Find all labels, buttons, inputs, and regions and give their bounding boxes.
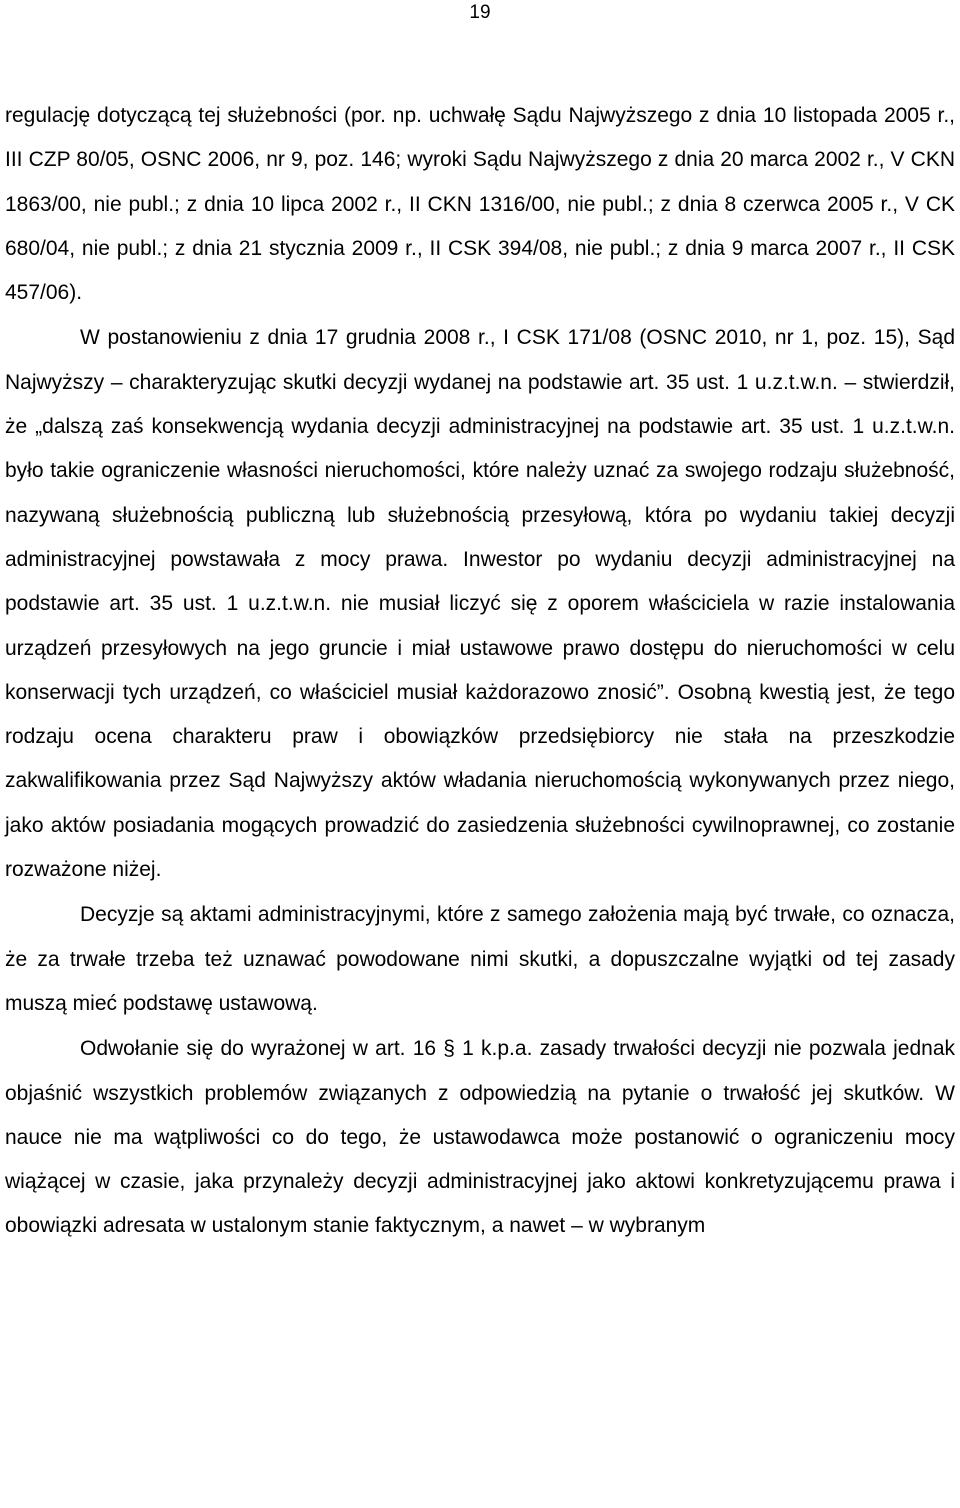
document-body — [5, 94, 955, 1249]
paragraph-2: W postanowieniu z dnia 17 grudnia 2008 r., I CSK 171/08 (OSNC 2010, nr 1, poz. 15), Sąd Najwyższy – charakteryzując skutki decyzji wydanej na podstawie art. 35 ust. 1 u.z.t.w.n. – stwierdził, że „dalszą zaś konsekwencją wydania decyzji administracyjnej na podstawie art. 35 ust. 1 u.z.t.w.n. było takie ograniczenie własności nieruchomości, które należy uznać za swojego rodzaju służebność, nazywaną służebnością publiczną lub służebnością przesyłową, która po wydaniu takiej decyzji administracyjnej powstawała z mocy prawa. Inwestor po wydaniu decyzji administracyjnej na podstawie art. 35 ust. 1 u.z.t.w.n. nie musiał liczyć się z oporem właściciela w razie instalowania urządzeń przesyłowych na jego gruncie i miał ustawowe prawo dostępu do nieruchomości w celu konserwacji tych urządzeń, co właściciel musiał każdorazowo znosić”. Osobną kwestią jest, że tego rodzaju ocena charakteru praw i obowiązków przedsiębiorcy nie stała na przeszkodzie zakwalifikowania przez Sąd Najwyższy aktów władania nieruchomością wykonywanych przez niego, jako aktów posiadania mogących prowadzić do zasiedzenia służebności cywilnoprawnej, co zostanie rozważone niżej. — [5, 326, 955, 882]
paragraph-4: Odwołanie się do wyrażonej w art. 16 § 1 k.p.a. zasady trwałości decyzji nie pozwala jednak objaśnić wszystkich problemów związanych z odpowiedzią na pytanie o trwałość jej skutków. W nauce nie ma wątpliwości co do tego, że ustawodawca może postanowić o ograniczeniu mocy wiążącej w czasie, jaka przynależy decyzji administracyjnej jako aktowi konkretyzującemu prawa i obowiązki adresata w ustalonym stanie faktycznym, a nawet – w wybranym — [5, 1037, 955, 1238]
paragraph-3: Decyzje są aktami administracyjnymi, które z samego założenia mają być trwałe, co oznacza, że za trwałe trzeba też uznawać powodowane nimi skutki, a dopuszczalne wyjątki od tej zasady muszą mieć podstawę ustawową. — [5, 903, 955, 1015]
paragraph-1: regulację dotyczącą tej służebności (por. np. uchwałę Sądu Najwyższego z dnia 10 listopada 2005 r., III CZP 80/05, OSNC 2006, nr 9, poz. 146; wyroki Sądu Najwyższego z dnia 20 marca 2002 r., V CKN 1863/00, nie publ.; z dnia 10 lipca 2002 r., II CKN 1316/00, nie publ.; z dnia 8 czerwca 2005 r., V CK 680/04, nie publ.; z dnia 21 stycznia 2009 r., II CSK 394/08, nie publ.; z dnia 9 marca 2007 r., II CSK 457/06). — [5, 104, 955, 305]
page-number: 19 — [469, 2, 491, 23]
